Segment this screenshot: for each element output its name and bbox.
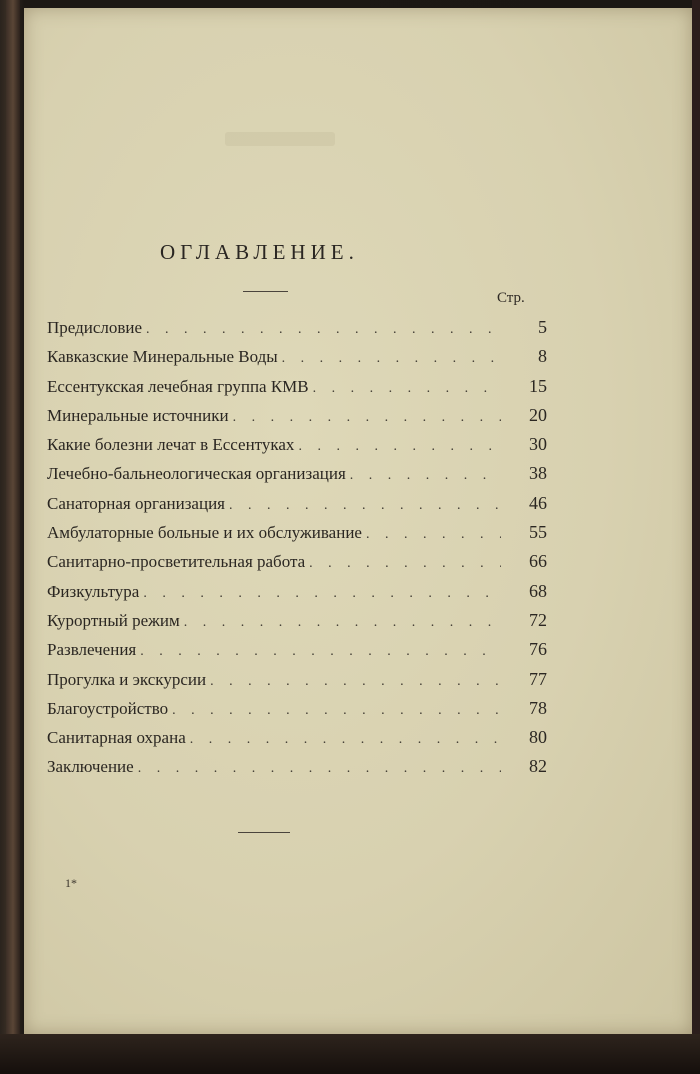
toc-entry-page: 66 — [529, 551, 547, 572]
toc-entry-title: Кавказские Минеральные Воды — [47, 347, 278, 367]
toc-entry-page: 55 — [529, 522, 547, 543]
toc-entry-page: 20 — [529, 404, 547, 425]
toc-entry-page: 46 — [529, 492, 547, 513]
toc-entry-page: 15 — [529, 375, 547, 396]
toc-entry-page: 80 — [529, 727, 547, 748]
dot-leader — [146, 315, 501, 344]
toc-entry-page: 5 — [538, 317, 547, 337]
toc-entry — [47, 665, 547, 694]
toc-entry-title: Какие болезни лечат в Ессентуках — [47, 435, 295, 455]
toc-entry-page: 72 — [529, 609, 547, 630]
signature-mark: 1* — [65, 876, 77, 890]
dot-leader — [298, 432, 501, 461]
toc-entry — [47, 635, 547, 664]
dot-leader — [143, 579, 501, 608]
book-spine-edge — [6, 0, 20, 1074]
divider-bottom — [238, 832, 290, 833]
toc-entry — [47, 372, 547, 401]
dot-leader — [233, 403, 501, 432]
toc-entry — [47, 459, 547, 488]
toc-entry-title: Санитарная охрана — [47, 728, 186, 748]
toc-entry-title: Физкультура — [47, 581, 140, 601]
toc-entry-page: 78 — [529, 697, 547, 718]
toc-entry — [47, 518, 547, 547]
toc-entry-page: 76 — [529, 639, 547, 660]
toc-entry — [47, 694, 547, 723]
toc-entry-title: Минеральные источники — [47, 405, 229, 425]
toc-entry-title: Прогулка и экскурсии — [47, 669, 207, 689]
dot-leader — [313, 374, 501, 403]
divider-top — [243, 291, 288, 292]
dot-leader — [210, 667, 501, 696]
toc-entry-title: Амбулаторные больные и их обслуживание — [47, 523, 362, 543]
toc-entry-title: Санаторная организация — [47, 493, 225, 513]
dot-leader — [138, 754, 501, 783]
toc-entry-title: Благоустройство — [47, 698, 169, 718]
toc-entry-title: Лечебно-бальнеологическая организация — [47, 464, 346, 484]
table-of-contents — [47, 313, 547, 782]
toc-entry-page: 30 — [529, 434, 547, 455]
dot-leader — [172, 696, 501, 725]
toc-entry-title: Заключение — [47, 757, 134, 777]
toc-entry — [47, 401, 547, 430]
book-cover-edge — [692, 0, 700, 1074]
dot-leader — [229, 491, 501, 520]
toc-entry-page: 8 — [538, 346, 547, 367]
toc-entry — [47, 752, 547, 781]
toc-entry — [47, 489, 547, 518]
dot-leader — [350, 461, 501, 490]
toc-entry — [47, 342, 547, 371]
book-bottom-edge — [0, 1034, 700, 1074]
dot-leader — [184, 608, 501, 637]
toc-entry — [47, 606, 547, 635]
toc-entry-title: Предисловие — [47, 318, 143, 337]
toc-entry-page: 82 — [529, 756, 547, 777]
dot-leader — [309, 549, 501, 578]
dot-leader — [140, 637, 501, 666]
toc-entry — [47, 547, 547, 576]
toc-entry — [47, 313, 547, 342]
toc-entry — [47, 430, 547, 459]
dot-leader — [366, 520, 501, 549]
toc-entry-title: Ессентукская лечебная группа КМВ — [47, 376, 309, 396]
toc-entry-page: 77 — [529, 668, 547, 689]
dot-leader — [190, 725, 501, 754]
toc-entry-page: 38 — [529, 463, 547, 484]
toc-entry — [47, 723, 547, 752]
toc-entry — [47, 577, 547, 606]
page-column-label: Стр. — [497, 290, 525, 306]
page-title: ОГЛАВЛЕНИЕ. — [160, 240, 359, 264]
toc-entry-title: Санитарно-просветительная работа — [47, 552, 306, 572]
dot-leader — [282, 344, 501, 373]
toc-entry-title: Курортный режим — [47, 610, 180, 630]
toc-entry-title: Развлечения — [47, 640, 137, 660]
faded-stamp — [225, 132, 335, 146]
toc-entry-page: 68 — [529, 580, 547, 601]
